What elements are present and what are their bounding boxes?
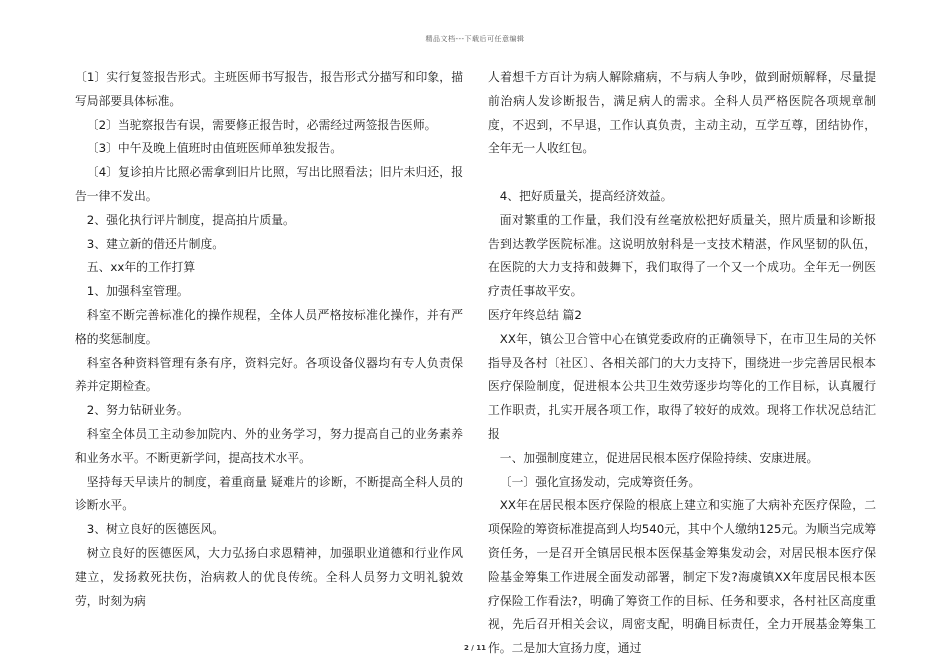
page-number: 2 / 11 <box>463 644 487 652</box>
paragraph: 〔一〕强化宣扬发动，完成筹资任务。 <box>499 474 701 489</box>
paragraph: 〔3〕中午及晚上值班时由值班医师单独发报告。 <box>86 141 343 156</box>
paragraph: 〔4〕复诊拍片比照必需拿到旧片比照，写出比照看法；旧片未归还，报告一律不发出。 <box>75 165 463 203</box>
right-column <box>488 66 876 661</box>
paragraph: 4、把好质量关，提高经济效益。 <box>499 188 673 203</box>
paragraph: 科室全体员工主动参加院内、外的业务学习，努力提高自己的业务素养和业务水平。不断更新学问，提高技术水平。 <box>75 426 463 465</box>
left-column <box>75 66 463 613</box>
paragraph: XX年在居民根本医疗保险的根底上建立和实施了大病补充医疗保险，二项保险的筹资标准提高到人均540元，其中个人缴纳125元。为顺当完成筹资任务，一是召开全镇居民根本医保基金筹集发动会，对居民根本医疗保险基金筹集工作进展全面发动部署，制定下发?海虞镇XX年度居民根本医疗保险工作看法?，明确了筹资工作的目标、任务和要求，各村社区高度重视，先后召开相关会议，周密支配，明确目标责任，全力开展基金筹集工作。二是加大宣扬力度，通过 <box>488 498 876 656</box>
paragraph: 科室各种资料管理有条有序，资料完好。各项设备仪器均有专人负责保养并定期检查。 <box>75 355 463 394</box>
paragraph: 面对繁重的工作量，我们没有丝毫放松把好质量关，照片质量和诊断报告到达教学医院标准。这说明放射科是一支技术精湛，作风坚韧的队伍，在医院的大力支持和鼓舞下，我们取得了一个又一个成功。全年无一例医疗责任事故平安。 <box>488 212 876 299</box>
paragraph: 科室不断完善标准化的操作规程，全体人员严格按标准化操作，并有严格的奖惩制度。 <box>75 307 463 346</box>
paragraph: 2、强化执行评片制度，提高拍片质量。 <box>86 212 295 227</box>
paragraph: 一、加强制度建立，促进居民根本医疗保险持续、安康进展。 <box>499 450 819 465</box>
paragraph: XX年，镇公卫合管中心在镇党委政府的正确领导下，在市卫生局的关怀指导及各村〔社区〕、各相关部门的大力支持下，围绕进一步完善居民根本医疗保险制度，促进根本公共卫生效劳逐步均等化的工作目标，认真履行工作职责，扎实开展各项工作，取得了较好的成效。现将工作状况总结汇报 <box>488 331 876 441</box>
paragraph: 3、建立新的借还片制度。 <box>86 236 225 251</box>
paragraph: 〔2〕当驼察报告有误，需要修正报告时，必需经过两签报告医师。 <box>86 117 437 132</box>
section-heading: 五、xx年的工作打算 <box>86 260 196 275</box>
paragraph: 〔1〕实行复签报告形式。主班医师书写报告，报告形式分描写和印象，描写局部要具体标准。 <box>75 70 463 108</box>
paragraph: 人着想千方百计为病人解除痛病，不与病人争吵，做到耐烦解释，尽量提前治病人发诊断报告，满足病人的需求。全科人员严格医院各项规章制度，不迟到，不早退，工作认真负责，主动主动，互学互尊，团结协作，全年无一人收红包。 <box>488 70 876 156</box>
paragraph: 坚持每天早读片的制度，着重商量 疑难片的诊断，不断提高全科人员的诊断水平。 <box>75 474 463 513</box>
page-header: 精品文档---下载后可任意编辑 <box>425 35 525 43</box>
paragraph: 树立良好的医德医风，大力弘扬白求恩精神，加强职业道德和行业作风建立，发扬救死扶伤，治病救人的优良传统。全科人员努力文明礼貌效劳，时刻为病 <box>75 545 463 608</box>
section-title: 医疗年终总结 篇2 <box>488 307 582 322</box>
paragraph: 3、树立良好的医德医风。 <box>86 522 225 537</box>
paragraph: 1、加强科室管理。 <box>86 284 189 299</box>
paragraph: 2、努力钻研业务。 <box>86 403 189 418</box>
